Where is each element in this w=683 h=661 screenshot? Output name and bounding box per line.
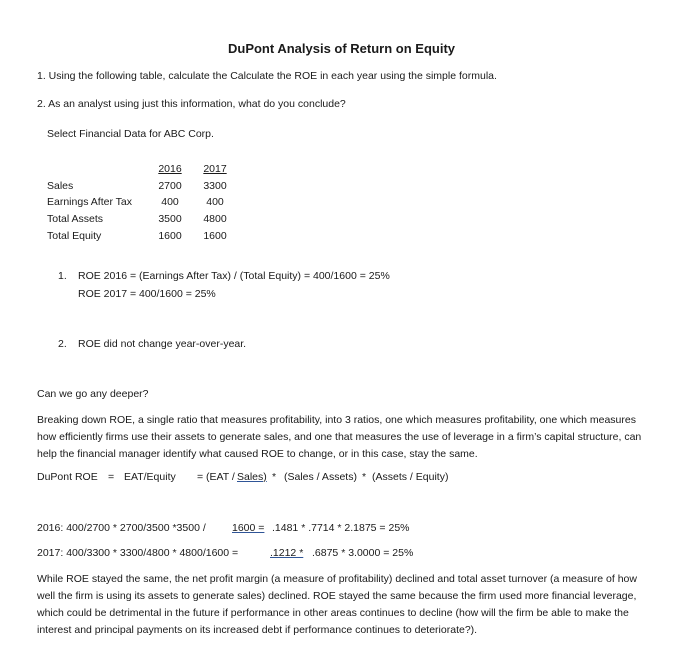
question-1: 1. Using the following table, calculate the Calculate the ROE in each year using the simple formula. bbox=[37, 70, 497, 82]
answer-1-line-1: ROE 2016 = (Earnings After Tax) / (Total Equity) = 400/1600 = 25% bbox=[78, 270, 390, 282]
sales-2016: 2700 bbox=[158, 180, 182, 192]
equity-2016: 1600 bbox=[158, 230, 182, 242]
deeper-question: Can we go any deeper? bbox=[37, 388, 149, 400]
calc-2016-suffix: .1481 * .7714 * 2.1875 = 25% bbox=[272, 522, 410, 534]
calc-2016-prefix: 2016: 400/2700 * 2700/3500 *3500 / bbox=[37, 522, 206, 534]
document-title: DuPont Analysis of Return on Equity bbox=[227, 41, 456, 56]
formula-label: DuPont ROE bbox=[37, 471, 98, 483]
answer-2-line: ROE did not change year-over-year. bbox=[78, 338, 247, 350]
answer-2-number: 2. bbox=[58, 338, 67, 350]
formula-star-2: * bbox=[362, 471, 367, 483]
formula-equals: = bbox=[108, 471, 115, 483]
calc-2017-underlined: .1212 * bbox=[270, 547, 304, 559]
year-header-2017: 2017 bbox=[203, 163, 227, 175]
earnings-2016: 400 bbox=[161, 196, 179, 208]
formula-star-1: * bbox=[272, 471, 277, 483]
row-label-sales: Sales bbox=[47, 180, 74, 192]
question-2: 2. As an analyst using just this information, what do you conclude? bbox=[37, 98, 346, 110]
formula-part-1: = (EAT / bbox=[197, 471, 235, 483]
year-header-2016: 2016 bbox=[158, 163, 182, 175]
calc-2017-suffix: .6875 * 3.0000 = 25% bbox=[312, 547, 414, 559]
formula-part-3: (Assets / Equity) bbox=[372, 471, 449, 483]
assets-2017: 4800 bbox=[203, 213, 227, 225]
earnings-2017: 400 bbox=[206, 196, 224, 208]
calc-2016-underlined: 1600 = bbox=[232, 522, 265, 534]
row-label-assets: Total Assets bbox=[47, 213, 104, 225]
row-label-earnings: Earnings After Tax bbox=[47, 196, 133, 208]
formula-simple: EAT/Equity bbox=[124, 471, 176, 483]
answer-1-line-2: ROE 2017 = 400/1600 = 25% bbox=[78, 288, 216, 300]
formula-sales: Sales) bbox=[237, 471, 267, 483]
answer-1-number: 1. bbox=[58, 270, 67, 282]
equity-2017: 1600 bbox=[203, 230, 227, 242]
calc-2017-prefix: 2017: 400/3300 * 3300/4800 * 4800/1600 = bbox=[37, 547, 239, 559]
table-caption: Select Financial Data for ABC Corp. bbox=[47, 128, 214, 140]
assets-2016: 3500 bbox=[158, 213, 182, 225]
sales-2017: 3300 bbox=[203, 180, 227, 192]
deeper-paragraph: Breaking down ROE, a single ratio that measures profitability, into 3 ratios, one which measures profitability, one which measures how efficiently firms use their assets to generate sales, and one that measures the use of leverage in a firm’s capital structure, can help the financial manager identify what caused ROE to change, or in this case, stay the same. bbox=[37, 414, 642, 460]
row-label-equity: Total Equity bbox=[47, 230, 102, 242]
conclusion-paragraph: While ROE stayed the same, the net profit margin (a measure of profitability) declined and total asset turnover (a measure of how well the firm is using its assets to generate sales) declined. ROE stayed the same because the firm used more financial leverage, which could be detrimental in the future if performance in other areas continues to decline (how will the firm be able to make the interest and principal payments on its increased debt if performance continues to deteriorate?). bbox=[37, 573, 637, 636]
formula-part-2: (Sales / Assets) bbox=[284, 471, 357, 483]
